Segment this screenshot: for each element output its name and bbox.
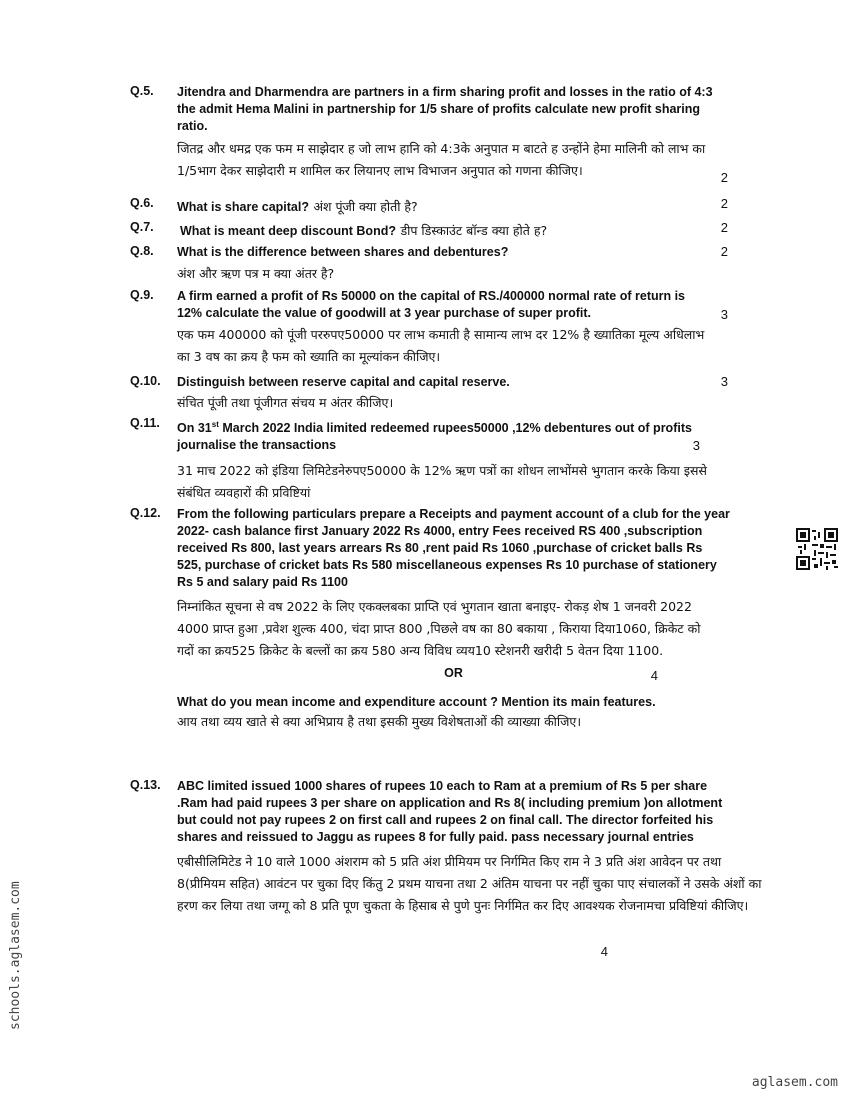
question-text-hindi: एबीसीलिमिटेड ने 10 वाले 1000 अंशराम को 5 प्रति अंश प्रीमियम पर निर्गमित किए राम ने 3 प्रति अंश आवेदन पर तथा 8(प्रीमियम सहित) आवंटन पर चुका दिए किंतु 2 प्रथम याचना तथा 2 अंतिम याचना पर नहीं चुका पाए संचालकों ने उसके अंशों का हरण कर लिया तथा जग्गू को 8 प्रति पूण चुकता के हिसाब से पुणे पुनः निर्गमित कर दिए आवश्यक रोजनामचा प्रविष्टियां कीजिए। <box>177 854 762 913</box>
question-13 <box>130 778 762 959</box>
question-text-hindi: डीप डिस्काउंट बॉन्ड क्या होते ह? <box>400 223 548 238</box>
marks: 2 <box>720 244 728 259</box>
question-text-hindi: जितद्र और धमद्र एक फम म साझेदार ह जो लाभ हानि को 4:3के अनुपात म बाटते ह उन्होंने हेमा मालिनी को लाभ का 1/5भाग देकर साझेदारी म शामिल कर लियानए लाभ विभाजन अनुपात को गणना कीजिए। <box>177 141 706 178</box>
question-text-english: A firm earned a profit of Rs 50000 on the capital of RS./400000 normal rate of return is 12% calculate the value of goodwill at 3 year purchase of super profit. <box>177 289 686 320</box>
question-text-english: ABC limited issued 1000 shares of rupees 10 each to Ram at a premium of Rs 5 per share .Ram had paid rupees 3 per share on application and Rs 8( including premium )on allotment but could not pay rupees 2 on first call and rupees 2 on final call. The director forfeited his shares and reissued to Jaggu as rupees 8 for fully paid. pass necessary journal entries <box>177 779 723 844</box>
question-text-hindi: 31 माच 2022 को इंडिया लिमिटेडनेरुपए50000 के 12% ऋण पत्रों का शोधन लाभोंमसे भुगतान करके किया इससे संबंधित व्यवहारों की प्रविष्टियां <box>177 463 707 501</box>
question-10 <box>130 374 730 414</box>
question-text-hindi: एक फम 400000 को पूंजी पररुपए50000 पर लाभ कमाती है सामान्य लाभ दर 12% है ख्यातिका मूल्य अधिलाभ का 3 वष का क्रय है फम को ख्याति का मूल्यांकन कीजिए। <box>177 327 705 364</box>
question-7 <box>130 220 730 242</box>
question-text-hindi: निम्नांकित सूचना से वष 2022 के लिए एकक्लबका प्राप्ति एवं भुगतान खाता बनाइए- रोकड़ शेष 1 जनवरी 2022 4000 प्राप्त हुआ ,प्रवेश शुल्क 400, चंदा प्राप्त 800 ,पिछले वष का 80 बकाया , किराया दिया1060, क्रिकेट को गदों का क्रय525 क्रिकेट के बल्लों का क्रय 580 अन्य विविध व्यय10 स्टेशनरी खरीदी 5 वेतन दिया 1100. <box>177 599 701 658</box>
question-text-english: What is the difference between shares and debentures? <box>177 245 509 259</box>
question-text-english: Distinguish between reserve capital and capital reserve. <box>177 375 510 389</box>
marks: 2 <box>720 196 728 211</box>
question-text-hindi: संचित पूंजी तथा पूंजीगत संचय म अंतर कीजिए। <box>177 395 394 410</box>
marks: 3 <box>720 374 728 389</box>
or-separator: OR <box>444 666 463 680</box>
alternative-question-hindi: आय तथा व्यय खाते से क्या अभिप्राय है तथा इसकी मुख्य विशेषताओं की व्याख्या कीजिए। <box>177 714 582 729</box>
question-6 <box>130 196 730 218</box>
question-8 <box>130 244 730 285</box>
question-text-english: From the following particulars prepare a Receipts and payment account of a club for the year 2022- cash balance first January 2022 Rs 4000, entry Fees received RS 400 ,subscription received Rs 800, last years arrears Rs 80 ,rent paid Rs 1060 ,purchase of cricket balls Rs 525, purchase of cricket bats Rs 580 miscellaneous expenses Rs 10 purchase of stationery Rs 5 and salary paid Rs 1100 <box>177 507 730 589</box>
marks: 2 <box>720 220 728 235</box>
question-11 <box>130 416 730 504</box>
question-number: Q.5. <box>130 84 154 98</box>
footer-watermark: aglasem.com <box>751 1075 838 1090</box>
question-5 <box>130 84 730 185</box>
question-number: Q.7. <box>130 220 154 234</box>
alternative-question-english: What do you mean income and expenditure account ? Mention its main features. <box>177 695 656 709</box>
question-9 <box>130 288 730 368</box>
question-text-english: On 31st March 2022 India limited redeemed rupees50000 ,12% debentures out of profits journalise the transactions <box>177 420 692 453</box>
question-text-hindi: अंश और ऋण पत्र म क्या अंतर है? <box>177 266 335 281</box>
marks: 4 <box>600 944 608 959</box>
marks: 2 <box>720 170 728 185</box>
question-text-english: What is share capital? <box>177 200 309 214</box>
side-watermark: schools.aglasem.com <box>8 881 23 1030</box>
question-number: Q.8. <box>130 244 154 258</box>
question-number: Q.6. <box>130 196 154 210</box>
question-number: Q.10. <box>130 374 161 388</box>
marks: 3 <box>692 438 700 453</box>
marks: 4 <box>650 668 658 683</box>
question-text-english: What is meant deep discount Bond? <box>180 224 396 238</box>
question-text-english: Jitendra and Dharmendra are partners in a firm sharing profit and losses in the ratio of 4:3 the admit Hema Malini in partnership for 1/5 share of profits calculate new profit sharing ratio. <box>177 85 713 133</box>
question-number: Q.9. <box>130 288 154 302</box>
qr-code-icon <box>796 528 838 570</box>
question-number: Q.11. <box>130 416 160 430</box>
question-text-hindi: अंश पूंजी क्या होती है? <box>313 199 418 214</box>
question-number: Q.13. <box>130 778 161 792</box>
question-12 <box>130 506 730 733</box>
marks: 3 <box>720 307 728 322</box>
question-number: Q.12. <box>130 506 161 520</box>
